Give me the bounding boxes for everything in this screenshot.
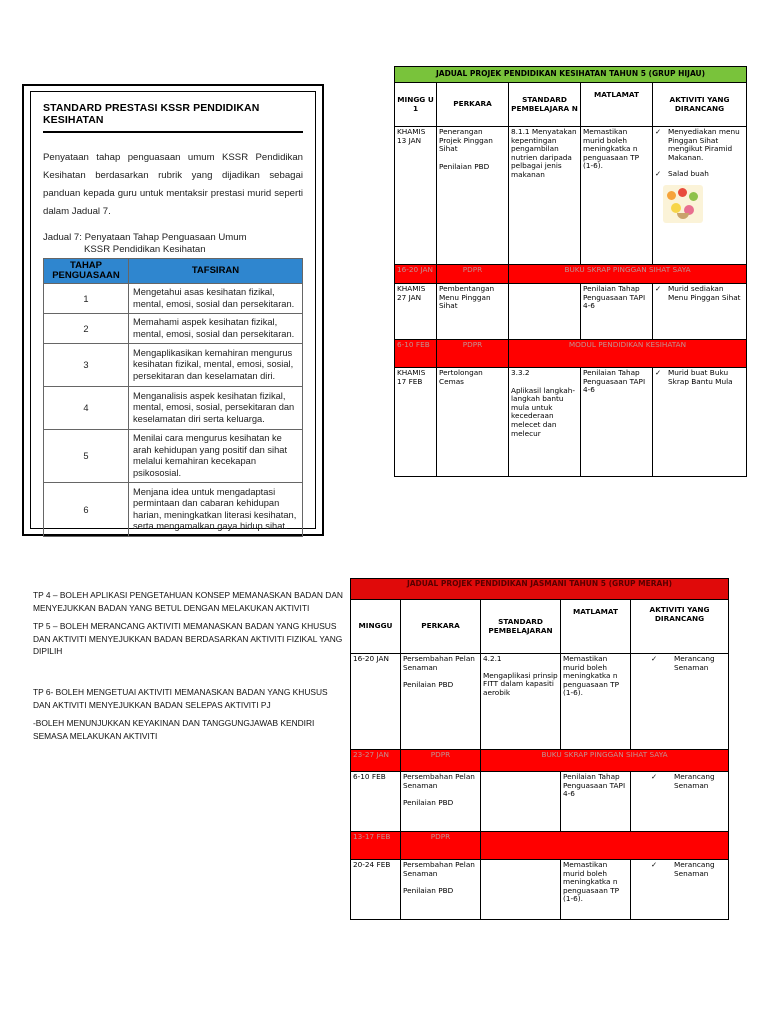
- table-row: [44, 483, 303, 537]
- header-aktiviti: AKTIVITI YANG DIRANCANG: [631, 600, 729, 654]
- pdpr-label: BUKU SKRAP PINGGAN SIHAT SAYA: [481, 750, 729, 772]
- perkara-text-2: Penilaian PBD: [403, 798, 454, 808]
- perkara-cell: [437, 127, 509, 265]
- standard-text: Aplikasil langkah-langkah bantu mula untuk kecederaan melecet dan melecur: [511, 385, 576, 438]
- minggu-cell: KHAMIS 27 JAN: [395, 284, 437, 340]
- header-perkara: PERKARA: [437, 83, 509, 127]
- tahap-cell: 6: [44, 483, 129, 537]
- perkara-text-2: Penilaian PBD: [439, 161, 490, 171]
- tahap-penguasaan-table: [43, 258, 303, 537]
- tahap-cell: 4: [44, 387, 129, 430]
- table-row: [351, 772, 729, 832]
- minggu-cell: 16-20 JAN: [351, 654, 401, 750]
- standard-cell: [481, 860, 561, 920]
- standard-prestasi-intro: Penyataan tahap penguasaan umum KSSR Pendidikan Kesihatan berdasarkan rubrik yang dijadikan sebagai panduan kepada guru untuk mentaksir prestasi murid seperti dalam Jadual 7.: [43, 152, 303, 217]
- caption-line-2: KSSR Pendidikan Kesihatan: [84, 244, 206, 255]
- standard-cell: [481, 772, 561, 832]
- table-row: [44, 314, 303, 344]
- header-matlamat: MATLAMAT: [581, 83, 653, 127]
- perkara-text: Persembahan Pelan Senaman: [403, 860, 475, 878]
- header-matlamat: MATLAMAT: [561, 600, 631, 654]
- header-standard: STANDARD PEMBELAJARAN: [481, 600, 561, 654]
- check-icon: ✓: [655, 368, 662, 377]
- check-icon: ✓: [655, 284, 662, 293]
- title-divider: [43, 131, 303, 133]
- table-title-row: [395, 67, 747, 83]
- header-row: [351, 600, 729, 654]
- aktiviti-text: Merancang Senaman: [674, 860, 715, 878]
- perkara-text: Persembahan Pelan Senaman: [403, 772, 475, 790]
- perkara-cell: [401, 772, 481, 832]
- header-tafsiran: TAFSIRAN: [129, 259, 303, 284]
- table-title: JADUAL PROJEK PENDIDIKAN KESIHATAN TAHUN 5 (GRUP HIJAU): [395, 67, 747, 83]
- minggu-cell: 16-20 JAN: [395, 265, 437, 284]
- aktiviti-text: Merancang Senaman: [674, 772, 715, 790]
- pdpr-row: [395, 340, 747, 368]
- aktiviti-item: [655, 285, 744, 302]
- caption-line-1: Jadual 7: Penyataan Tahap Penguasaan Umum: [43, 232, 247, 243]
- pdpr-row: [395, 265, 747, 284]
- aktiviti-text: Menyediakan menu Pinggan Sihat mengikut Piramid Makanan.: [668, 127, 740, 162]
- aktiviti-item: [633, 773, 726, 790]
- table-row: [351, 860, 729, 920]
- check-icon: ✓: [651, 654, 658, 663]
- tafsiran-cell: Menilai cara mengurus kesihatan ke arah kehidupan yang positif dan sihat melalui kemahiran kecekapan psikososial.: [129, 430, 303, 483]
- header-row: [395, 83, 747, 127]
- perkara-text: Persembahan Pelan Senaman: [403, 654, 475, 672]
- standard-cell: [481, 654, 561, 750]
- tahap-penguasaan-notes: [33, 589, 345, 748]
- pdpr-label: MODUL PENDIDIKAN KESIHATAN: [509, 340, 747, 368]
- matlamat-cell: Memastikan murid boleh meningkatka n penguasaan TP (1-6).: [561, 860, 631, 920]
- pdpr-cell: PDPR: [437, 340, 509, 368]
- header-tahap: TAHAP PENGUASAAN: [44, 259, 129, 284]
- header-standard: STANDARD PEMBELAJARA N: [509, 83, 581, 127]
- aktiviti-cell: [631, 654, 729, 750]
- minggu-cell: KHAMIS 13 JAN: [395, 127, 437, 265]
- table-row: [44, 430, 303, 483]
- perkara-cell: [401, 860, 481, 920]
- header-minggu: MINGG U 1: [395, 83, 437, 127]
- tahap-cell: 1: [44, 284, 129, 314]
- check-icon: ✓: [651, 772, 658, 781]
- minggu-cell: 23-27 JAN: [351, 750, 401, 772]
- pdpr-cell: PDPR: [401, 750, 481, 772]
- tahap-cell: 5: [44, 430, 129, 483]
- minggu-cell: 13-17 FEB: [351, 832, 401, 860]
- standard-text: Mengaplikasi prinsip FITT dalam kapasiti aerobik: [483, 670, 558, 697]
- aktiviti-text: Murid sediakan Menu Pinggan Sihat: [668, 284, 741, 302]
- tahap-cell: 3: [44, 344, 129, 387]
- salad-bowl-picture: [663, 185, 703, 223]
- jadual-kesihatan-table: [394, 66, 747, 477]
- standard-prestasi-panel: [22, 84, 324, 536]
- standard-prestasi-title: STANDARD PRESTASI KSSR PENDIDIKAN KESIHATAN: [43, 102, 260, 126]
- pdpr-row: [351, 750, 729, 772]
- matlamat-cell: Penilaian Tahap Penguasaan TAPI 4-6: [581, 368, 653, 477]
- perkara-text-2: Penilaian PBD: [403, 886, 454, 896]
- minggu-cell: 20-24 FEB: [351, 860, 401, 920]
- standard-prestasi-frame: [30, 91, 316, 529]
- aktiviti-item: [655, 170, 744, 179]
- perkara-cell: Pembentangan Menu Pinggan Sihat: [437, 284, 509, 340]
- aktiviti-cell: [653, 284, 747, 340]
- table-row: [44, 284, 303, 314]
- perkara-text: Penerangan Projek Pinggan Sihat: [439, 127, 493, 154]
- pdpr-cell: PDPR: [401, 832, 481, 860]
- table-title-row: [351, 579, 729, 600]
- matlamat-cell: Penilaian Tahap Penguasaan TAPI 4-6: [581, 284, 653, 340]
- aktiviti-item: [655, 128, 744, 162]
- jadual-jasmani-table: [350, 578, 729, 920]
- tahap-cell: 2: [44, 314, 129, 344]
- check-icon: ✓: [655, 127, 662, 136]
- minggu-cell: 6-10 FEB: [351, 772, 401, 832]
- table-row: [395, 284, 747, 340]
- aktiviti-item: [633, 655, 726, 672]
- note-tp4: TP 4 – BOLEH APLIKASI PENGETAHUAN KONSEP MEMANASKAN BADAN DAN MENYEJUKKAN BADAN YANG BETUL DENGAN MELAKUKAN AKTIVITI: [33, 590, 343, 613]
- note-tp6: TP 6- BOLEH MENGETUAI AKTIVITI MEMANASKAN BADAN YANG KHUSUS DAN AKTIVITI MENYEJUKKAN BADAN SELEPAS AKTIVITI PJ: [33, 686, 328, 710]
- standard-cell: [509, 284, 581, 340]
- check-icon: ✓: [651, 860, 658, 869]
- table-row: [395, 127, 747, 265]
- table-row: [44, 387, 303, 430]
- perkara-cell: [401, 654, 481, 750]
- perkara-cell: Pertolongan Cemas: [437, 368, 509, 477]
- table-title: JADUAL PROJEK PENDIDIKAN JASMANI TAHUN 5 (GRUP MERAH): [351, 579, 729, 600]
- standard-code: 3.3.2: [511, 368, 530, 377]
- tafsiran-cell: Mengetahui asas kesihatan fizikal, mental, emosi, sosial dan persekitaran.: [129, 284, 303, 314]
- aktiviti-cell: [653, 127, 747, 265]
- standard-cell: [509, 368, 581, 477]
- standard-cell: 8.1.1 Menyatakan kepentingan pengambilan nutrien daripada pelbagai jenis makanan: [509, 127, 581, 265]
- matlamat-cell: Memastikan murid boleh meningkatka n penguasaan TP (1-6).: [561, 654, 631, 750]
- aktiviti-text: Salad buah: [668, 169, 709, 179]
- aktiviti-cell: [653, 368, 747, 477]
- aktiviti-text: Murid buat Buku Skrap Bantu Mula: [668, 368, 733, 386]
- aktiviti-cell: [631, 860, 729, 920]
- tafsiran-cell: Menganalisis aspek kesihatan fizikal, mental, emosi, sosial, persekitaran dan keselamatan diri serta keluarga.: [129, 387, 303, 430]
- header-perkara: PERKARA: [401, 600, 481, 654]
- aktiviti-text: Merancang Senaman: [674, 654, 715, 672]
- table-row: [351, 654, 729, 750]
- tafsiran-cell: Memahami aspek kesihatan fizikal, mental, emosi, sosial dan persekitaran.: [129, 314, 303, 344]
- matlamat-cell: Memastikan murid boleh meningkatka n penguasaan TP (1-6).: [581, 127, 653, 265]
- perkara-text-2: Penilaian PBD: [403, 680, 454, 690]
- pdpr-label: [481, 832, 729, 860]
- note-tp6-extra: -BOLEH MENUNJUKKAN KEYAKINAN DAN TANGGUNGJAWAB KENDIRI SEMASA MELAKUKAN AKTIVITI: [33, 718, 315, 741]
- aktiviti-cell: [631, 772, 729, 832]
- pdpr-cell: PDPR: [437, 265, 509, 284]
- check-icon: ✓: [655, 169, 662, 179]
- pdpr-label: BUKU SKRAP PINGGAN SIHAT SAYA: [509, 265, 747, 284]
- header-aktiviti: AKTIVITI YANG DIRANCANG: [653, 83, 747, 127]
- table-caption: [43, 232, 303, 256]
- note-tp5: TP 5 – BOLEH MERANCANG AKTIVITI MEMANASKAN BADAN YANG KHUSUS DAN AKTIVITI MENYEJUKKAN BADAN BERDASARKAN AKTIVITI FIZIKAL YANG DIPILIH: [33, 621, 343, 657]
- minggu-cell: 6-10 FEB: [395, 340, 437, 368]
- header-minggu: MINGGU: [351, 600, 401, 654]
- aktiviti-item: [633, 861, 726, 878]
- tafsiran-cell: Mengaplikasikan kemahiran mengurus kesihatan fizikal, mental, emosi, sosial, persekitaran dan keselamatan diri.: [129, 344, 303, 387]
- matlamat-cell: Penilaian Tahap Penguasaan TAPI 4-6: [561, 772, 631, 832]
- tafsiran-cell: Menjana idea untuk mengadaptasi permintaan dan cabaran kehidupan harian, meningkatkan literasi kesihatan, serta mengamalkan gaya hidup sihat.: [129, 483, 303, 537]
- pdpr-row: [351, 832, 729, 860]
- standard-code: 4.2.1: [483, 654, 502, 663]
- aktiviti-item: [655, 369, 744, 386]
- minggu-cell: KHAMIS 17 FEB: [395, 368, 437, 477]
- table-row: [395, 368, 747, 477]
- table-row: [44, 344, 303, 387]
